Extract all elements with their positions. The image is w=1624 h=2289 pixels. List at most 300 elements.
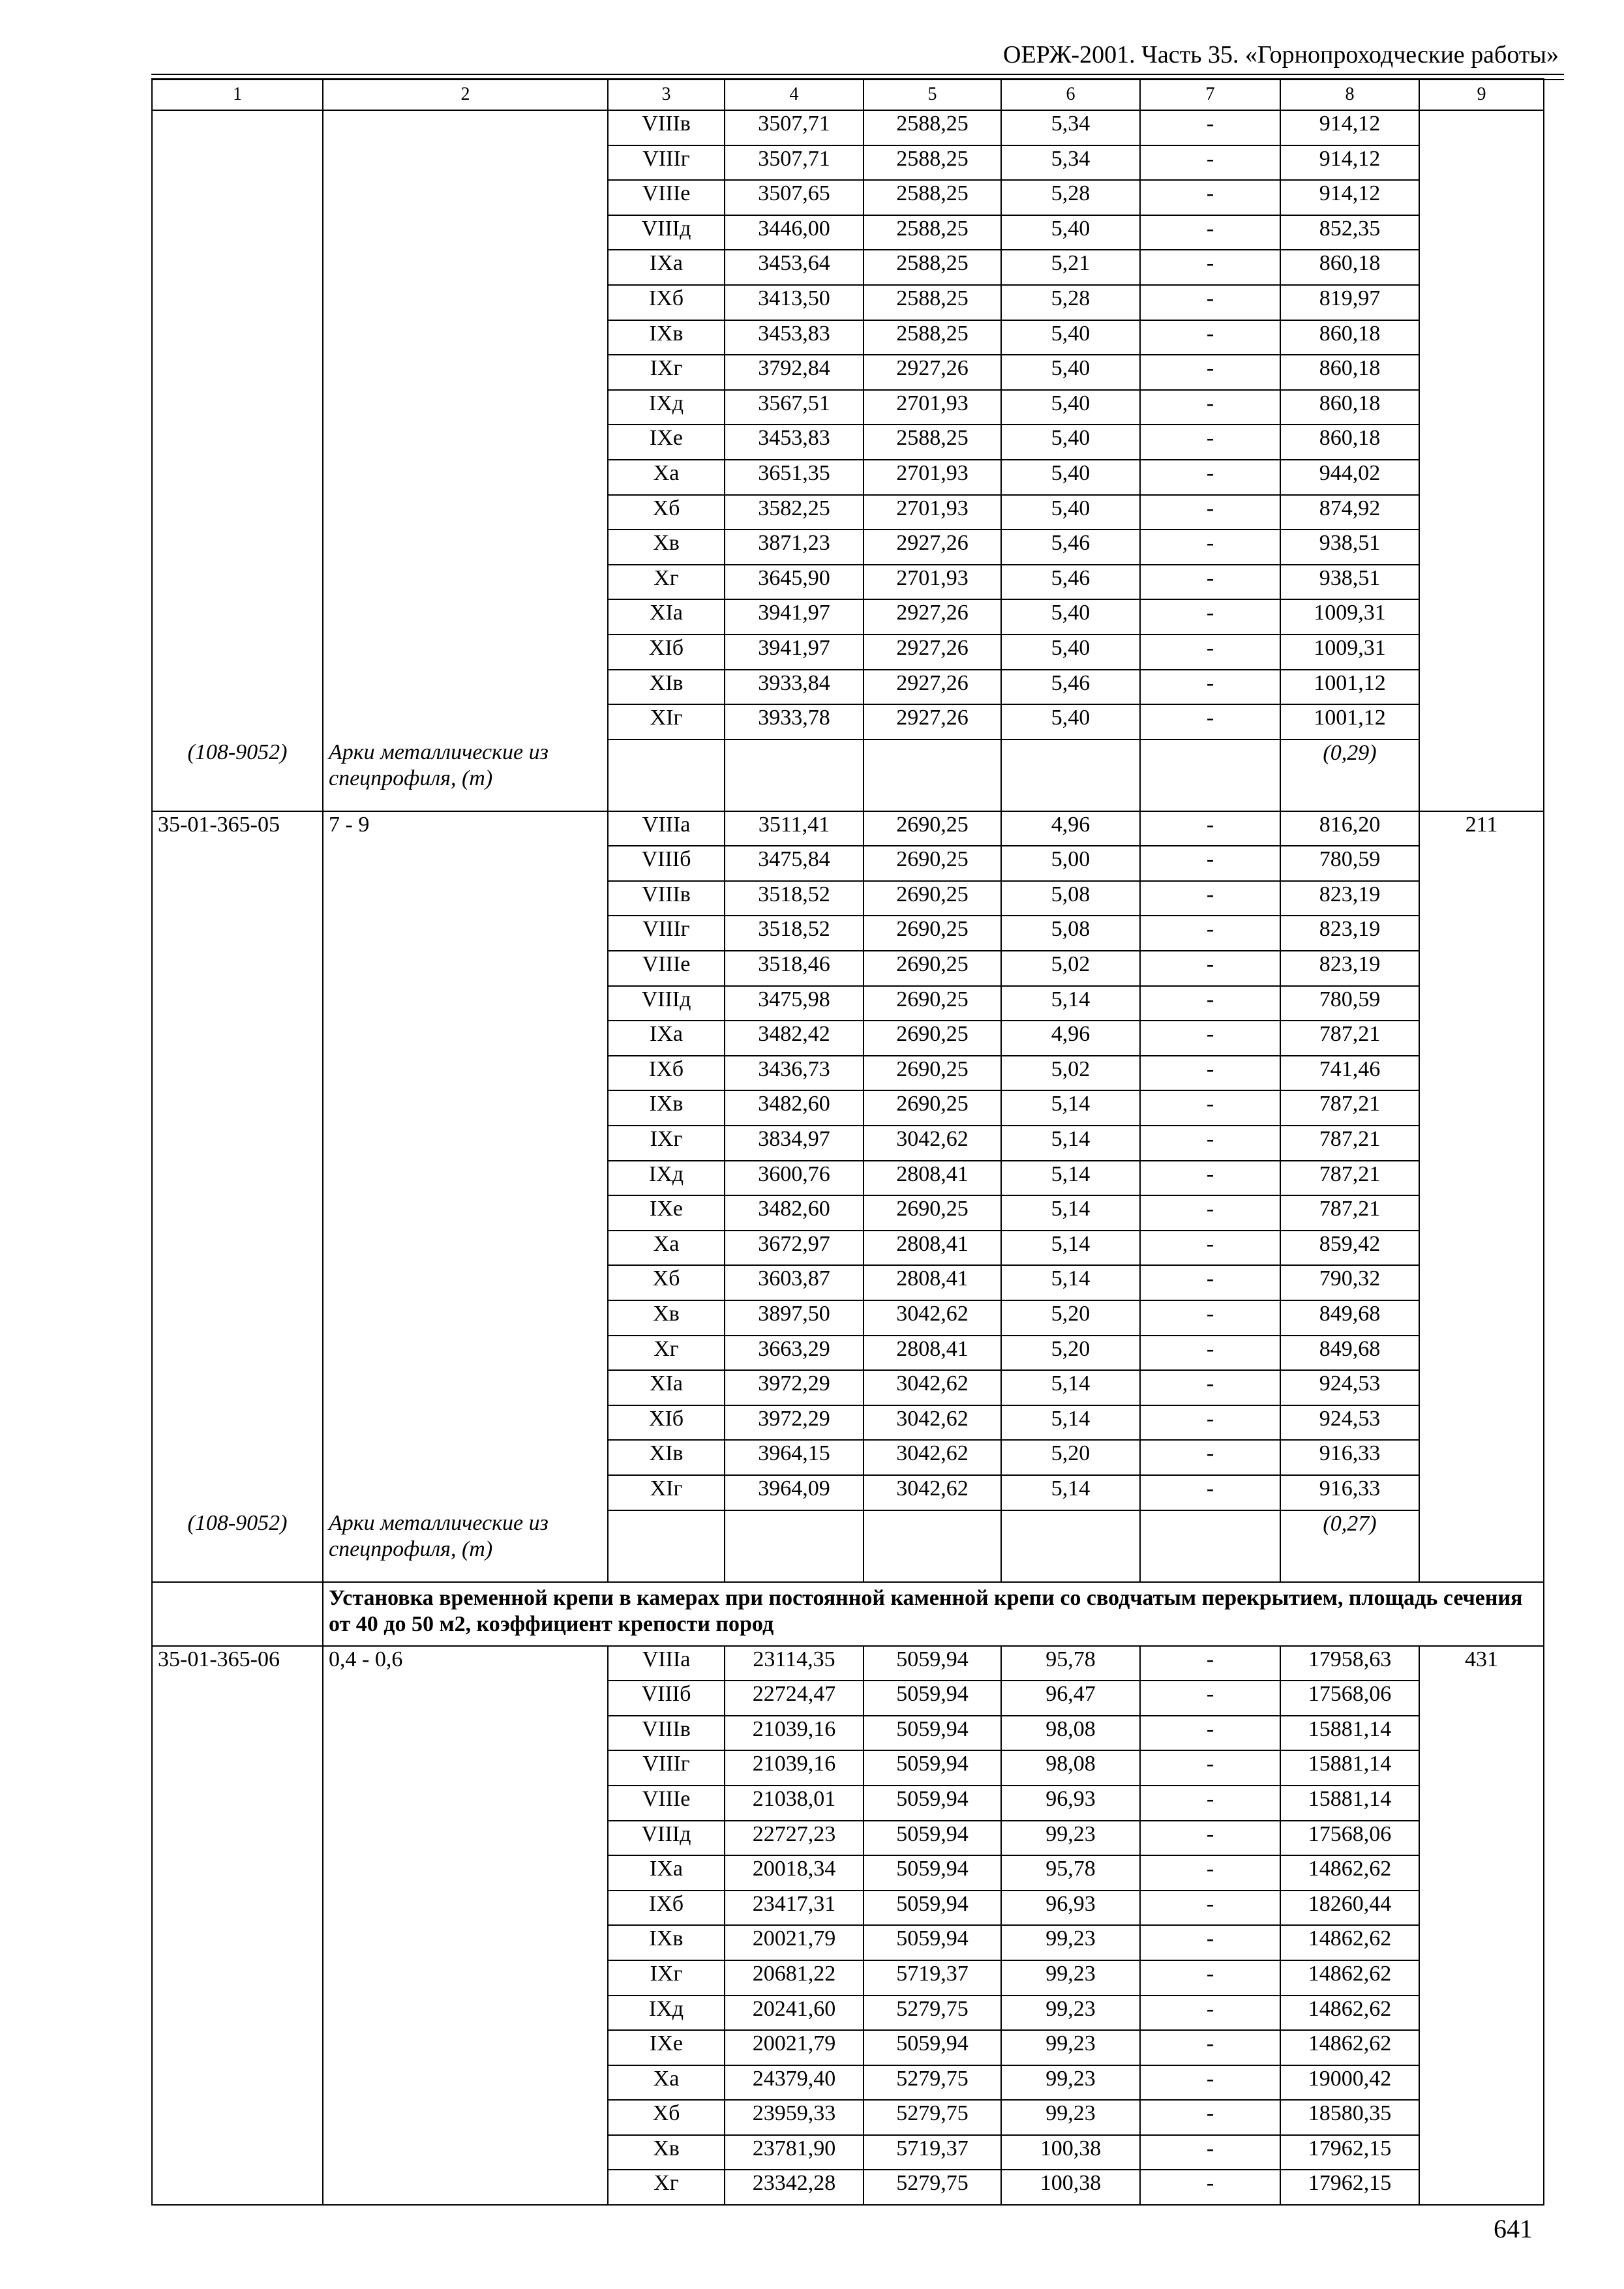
machines-cell: 5,14 (1001, 1265, 1140, 1300)
parameter-cell (323, 180, 608, 215)
rate-code-cell (152, 1370, 323, 1405)
parameter-cell (323, 1231, 608, 1266)
table-row (152, 1750, 1544, 1786)
wages-cell: 2588,25 (864, 320, 1001, 355)
wages-cell: 5279,75 (864, 2100, 1001, 2135)
total-cost-cell: 23342,28 (725, 2170, 864, 2205)
table-row (152, 2100, 1544, 2135)
wages-cell: 2690,25 (864, 811, 1001, 846)
total-cost-cell: 3507,71 (725, 110, 864, 145)
parameter-cell (323, 1265, 608, 1300)
labor-cell (1419, 1960, 1544, 1996)
total-cost-cell: 3933,78 (725, 704, 864, 740)
labor-cell (1419, 1996, 1544, 2031)
group-cell: VIIIд (608, 986, 725, 1021)
parameter-cell (323, 1405, 608, 1441)
parameter-cell (323, 145, 608, 181)
labor-cell (1419, 425, 1544, 460)
parameter-cell (323, 565, 608, 600)
rate-code-cell (152, 565, 323, 600)
wages-cell: 5059,94 (864, 1786, 1001, 1821)
group-cell: IXг (608, 1960, 725, 1996)
parameter-cell (323, 1440, 608, 1475)
table-row (152, 495, 1544, 530)
drivers-wages-cell: - (1140, 1231, 1280, 1266)
group-cell: Xв (608, 530, 725, 565)
material-name-cell: Арки металлические из спецпрофиля, (т) (323, 740, 608, 811)
table-row (152, 1090, 1544, 1126)
materials-cell: 860,18 (1280, 320, 1419, 355)
wages-cell: 2927,26 (864, 704, 1001, 740)
column-number-row (152, 79, 1544, 110)
total-cost-cell: 3475,98 (725, 986, 864, 1021)
machines-cell: 5,14 (1001, 1405, 1140, 1441)
table-row (152, 1960, 1544, 1996)
empty-cell (1140, 740, 1280, 811)
labor-cell (1419, 390, 1544, 425)
table-row (152, 1786, 1544, 1821)
machines-cell: 5,02 (1001, 951, 1140, 986)
wages-cell: 5279,75 (864, 2065, 1001, 2101)
table-row (152, 881, 1544, 916)
drivers-wages-cell: - (1140, 320, 1280, 355)
table-row (152, 704, 1544, 740)
rate-code-cell (152, 1300, 323, 1336)
labor-cell (1419, 846, 1544, 881)
drivers-wages-cell: - (1140, 460, 1280, 495)
table-row (152, 599, 1544, 635)
labor-cell (1419, 1161, 1544, 1196)
parameter-cell: 7 - 9 (323, 811, 608, 846)
rate-code-cell (152, 881, 323, 916)
empty-cell (864, 740, 1001, 811)
group-cell: XIв (608, 1440, 725, 1475)
drivers-wages-cell: - (1140, 1336, 1280, 1371)
column-number: 5 (864, 79, 1001, 110)
total-cost-cell: 21039,16 (725, 1716, 864, 1751)
rate-code-cell (152, 635, 323, 670)
machines-cell: 99,23 (1001, 1996, 1140, 2031)
wages-cell: 2690,25 (864, 986, 1001, 1021)
materials-cell: 741,46 (1280, 1056, 1419, 1091)
group-cell: VIIIе (608, 180, 725, 215)
machines-cell: 5,40 (1001, 599, 1140, 635)
drivers-wages-cell: - (1140, 670, 1280, 705)
material-row (152, 740, 1544, 811)
machines-cell: 5,20 (1001, 1440, 1140, 1475)
group-cell: Xб (608, 495, 725, 530)
materials-cell: 860,18 (1280, 390, 1419, 425)
machines-cell: 5,46 (1001, 565, 1140, 600)
rate-code-cell (152, 1336, 323, 1371)
labor-cell (1419, 1716, 1544, 1751)
machines-cell: 99,23 (1001, 2030, 1140, 2065)
materials-cell: 1001,12 (1280, 670, 1419, 705)
total-cost-cell: 20021,79 (725, 1925, 864, 1960)
total-cost-cell: 20241,60 (725, 1996, 864, 2031)
table-row (152, 1161, 1544, 1196)
table-row (152, 285, 1544, 320)
rate-code-cell (152, 1475, 323, 1510)
wages-cell: 2588,25 (864, 285, 1001, 320)
table-row (152, 1925, 1544, 1960)
parameter-cell (323, 215, 608, 250)
labor-cell (1419, 1370, 1544, 1405)
rate-code-cell (152, 599, 323, 635)
wages-cell: 5279,75 (864, 1996, 1001, 2031)
drivers-wages-cell: - (1140, 495, 1280, 530)
group-cell: Xг (608, 2170, 725, 2205)
parameter-cell (323, 1126, 608, 1161)
parameter-cell (323, 599, 608, 635)
table-row (152, 1021, 1544, 1056)
materials-cell: 787,21 (1280, 1021, 1419, 1056)
wages-cell: 5059,94 (864, 1821, 1001, 1856)
drivers-wages-cell: - (1140, 1090, 1280, 1126)
total-cost-cell: 3475,84 (725, 846, 864, 881)
materials-cell: 916,33 (1280, 1475, 1419, 1510)
rate-code-cell (152, 1440, 323, 1475)
total-cost-cell: 3453,83 (725, 425, 864, 460)
labor-cell (1419, 951, 1544, 986)
labor-cell (1419, 1925, 1544, 1960)
machines-cell: 5,14 (1001, 1161, 1140, 1196)
column-number: 3 (608, 79, 725, 110)
total-cost-cell: 3482,42 (725, 1021, 864, 1056)
rate-code-cell (152, 1855, 323, 1891)
parameter-cell (323, 986, 608, 1021)
total-cost-cell: 23114,35 (725, 1646, 864, 1681)
total-cost-cell: 3941,97 (725, 599, 864, 635)
empty-cell (864, 1510, 1001, 1582)
drivers-wages-cell: - (1140, 1646, 1280, 1681)
group-cell: IXа (608, 1855, 725, 1891)
materials-cell: 823,19 (1280, 881, 1419, 916)
drivers-wages-cell: - (1140, 951, 1280, 986)
empty-cell (1001, 1510, 1140, 1582)
group-cell: IXв (608, 1925, 725, 1960)
parameter-cell (323, 2100, 608, 2135)
table-row (152, 1855, 1544, 1891)
machines-cell: 95,78 (1001, 1855, 1140, 1891)
total-cost-cell: 3834,97 (725, 1126, 864, 1161)
rate-code-cell (152, 110, 323, 145)
wages-cell: 5719,37 (864, 2135, 1001, 2170)
wages-cell: 5279,75 (864, 2170, 1001, 2205)
labor-cell (1419, 2065, 1544, 2101)
group-cell: VIIIб (608, 846, 725, 881)
group-cell: VIIIд (608, 215, 725, 250)
total-cost-cell: 23417,31 (725, 1891, 864, 1926)
total-cost-cell: 3511,41 (725, 811, 864, 846)
labor-cell (1419, 355, 1544, 390)
parameter-cell: 0,4 - 0,6 (323, 1646, 608, 1681)
table-row (152, 180, 1544, 215)
rate-code-cell (152, 1996, 323, 2031)
group-cell: IXд (608, 1161, 725, 1196)
materials-cell: 14862,62 (1280, 1925, 1419, 1960)
drivers-wages-cell: - (1140, 986, 1280, 1021)
parameter-cell (323, 951, 608, 986)
table-row (152, 2170, 1544, 2205)
table-row (152, 1996, 1544, 2031)
materials-cell: 17958,63 (1280, 1646, 1419, 1681)
drivers-wages-cell: - (1140, 285, 1280, 320)
materials-cell: 849,68 (1280, 1300, 1419, 1336)
group-cell: Xа (608, 460, 725, 495)
wages-cell: 5059,94 (864, 1681, 1001, 1716)
total-cost-cell: 3482,60 (725, 1195, 864, 1231)
total-cost-cell: 3446,00 (725, 215, 864, 250)
wages-cell: 2690,25 (864, 881, 1001, 916)
total-cost-cell: 3436,73 (725, 1056, 864, 1091)
total-cost-cell: 3518,52 (725, 881, 864, 916)
labor-cell (1419, 145, 1544, 181)
table-row (152, 530, 1544, 565)
rate-code-cell (152, 2030, 323, 2065)
group-cell: VIIIе (608, 951, 725, 986)
wages-cell: 2927,26 (864, 530, 1001, 565)
group-cell: IXб (608, 285, 725, 320)
group-cell: IXд (608, 1996, 725, 2031)
drivers-wages-cell: - (1140, 1925, 1280, 1960)
wages-cell: 2701,93 (864, 390, 1001, 425)
total-cost-cell: 3964,15 (725, 1440, 864, 1475)
table-row (152, 1336, 1544, 1371)
rate-code-cell (152, 1891, 323, 1926)
column-number: 1 (152, 79, 323, 110)
empty-cell (725, 1510, 864, 1582)
rate-code-cell (152, 530, 323, 565)
empty-cell (608, 740, 725, 811)
labor-cell (1419, 1336, 1544, 1371)
rate-code-cell (152, 285, 323, 320)
parameter-cell (323, 1161, 608, 1196)
rate-code-cell (152, 1021, 323, 1056)
machines-cell: 4,96 (1001, 1021, 1140, 1056)
parameter-cell (323, 2170, 608, 2205)
drivers-wages-cell: - (1140, 704, 1280, 740)
parameter-cell (323, 1996, 608, 2031)
labor-cell (1419, 2135, 1544, 2170)
total-cost-cell: 3972,29 (725, 1370, 864, 1405)
parameter-cell (323, 390, 608, 425)
rate-code-cell (152, 355, 323, 390)
labor-cell (1419, 530, 1544, 565)
total-cost-cell: 3453,64 (725, 250, 864, 285)
rate-code-cell (152, 2065, 323, 2101)
parameter-cell (323, 1300, 608, 1336)
rate-code-cell (152, 1681, 323, 1716)
labor-cell (1419, 2030, 1544, 2065)
total-cost-cell: 3897,50 (725, 1300, 864, 1336)
rate-code-cell (152, 846, 323, 881)
drivers-wages-cell: - (1140, 2065, 1280, 2101)
materials-cell: 18260,44 (1280, 1891, 1419, 1926)
table-row (152, 1056, 1544, 1091)
table-row (152, 250, 1544, 285)
wages-cell: 2690,25 (864, 1090, 1001, 1126)
table-row (152, 565, 1544, 600)
rate-code-cell (152, 215, 323, 250)
table-row (152, 670, 1544, 705)
labor-cell (1419, 285, 1544, 320)
empty-cell (608, 1510, 725, 1582)
total-cost-cell: 21038,01 (725, 1786, 864, 1821)
table-row (152, 846, 1544, 881)
wages-cell: 3042,62 (864, 1405, 1001, 1441)
wages-cell: 2690,25 (864, 916, 1001, 951)
machines-cell: 5,00 (1001, 846, 1140, 881)
empty-cell (152, 1582, 323, 1646)
machines-cell: 5,28 (1001, 285, 1140, 320)
machines-cell: 5,34 (1001, 110, 1140, 145)
wages-cell: 2690,25 (864, 1195, 1001, 1231)
group-cell: IXе (608, 425, 725, 460)
total-cost-cell: 3567,51 (725, 390, 864, 425)
table-row (152, 2030, 1544, 2065)
drivers-wages-cell: - (1140, 145, 1280, 181)
labor-cell (1419, 460, 1544, 495)
table-row (152, 1475, 1544, 1510)
wages-cell: 2588,25 (864, 110, 1001, 145)
group-cell: VIIIа (608, 811, 725, 846)
drivers-wages-cell: - (1140, 110, 1280, 145)
materials-cell: 1009,31 (1280, 635, 1419, 670)
rate-code-cell (152, 1821, 323, 1856)
drivers-wages-cell: - (1140, 215, 1280, 250)
wages-cell: 2927,26 (864, 670, 1001, 705)
parameter-cell (323, 1056, 608, 1091)
materials-cell: 860,18 (1280, 425, 1419, 460)
parameter-cell (323, 846, 608, 881)
labor-cell (1419, 1126, 1544, 1161)
labor-cell (1419, 1786, 1544, 1821)
group-cell: IXг (608, 1126, 725, 1161)
materials-cell: 17568,06 (1280, 1681, 1419, 1716)
rate-code-cell (152, 2170, 323, 2205)
rate-code-cell: 35-01-365-05 (152, 811, 323, 846)
group-cell: Xа (608, 2065, 725, 2101)
machines-cell: 5,14 (1001, 1231, 1140, 1266)
wages-cell: 2690,25 (864, 951, 1001, 986)
wages-cell: 5059,94 (864, 1716, 1001, 1751)
table-row (152, 1716, 1544, 1751)
materials-cell: 1001,12 (1280, 704, 1419, 740)
column-number: 4 (725, 79, 864, 110)
column-number: 8 (1280, 79, 1419, 110)
labor-cell (1419, 1891, 1544, 1926)
table-row (152, 215, 1544, 250)
total-cost-cell: 3482,60 (725, 1090, 864, 1126)
table-row (152, 320, 1544, 355)
wages-cell: 5059,94 (864, 2030, 1001, 2065)
materials-cell: 819,97 (1280, 285, 1419, 320)
total-cost-cell: 22724,47 (725, 1681, 864, 1716)
total-cost-cell: 3941,97 (725, 635, 864, 670)
parameter-cell (323, 285, 608, 320)
rate-code-cell (152, 250, 323, 285)
machines-cell: 5,08 (1001, 881, 1140, 916)
drivers-wages-cell: - (1140, 916, 1280, 951)
group-cell: VIIIд (608, 1821, 725, 1856)
parameter-cell (323, 2065, 608, 2101)
total-cost-cell: 3972,29 (725, 1405, 864, 1441)
materials-cell: 15881,14 (1280, 1786, 1419, 1821)
materials-cell: 14862,62 (1280, 1996, 1419, 2031)
parameter-cell (323, 250, 608, 285)
drivers-wages-cell: - (1140, 1891, 1280, 1926)
machines-cell: 5,40 (1001, 320, 1140, 355)
labor-cell (1419, 1090, 1544, 1126)
table-body (152, 110, 1544, 2205)
wages-cell: 2701,93 (864, 495, 1001, 530)
group-cell: IXв (608, 1090, 725, 1126)
empty-cell (1140, 1510, 1280, 1582)
drivers-wages-cell: - (1140, 2030, 1280, 2065)
labor-cell (1419, 916, 1544, 951)
group-cell: XIа (608, 1370, 725, 1405)
materials-cell: 15881,14 (1280, 1750, 1419, 1786)
machines-cell: 4,96 (1001, 811, 1140, 846)
materials-cell: 816,20 (1280, 811, 1419, 846)
group-cell: VIIIб (608, 1681, 725, 1716)
wages-cell: 2808,41 (864, 1336, 1001, 1371)
drivers-wages-cell: - (1140, 1750, 1280, 1786)
drivers-wages-cell: - (1140, 846, 1280, 881)
machines-cell: 99,23 (1001, 1821, 1140, 1856)
drivers-wages-cell: - (1140, 355, 1280, 390)
total-cost-cell: 20021,79 (725, 2030, 864, 2065)
empty-cell (1419, 740, 1544, 811)
drivers-wages-cell: - (1140, 1126, 1280, 1161)
labor-cell: 211 (1419, 811, 1544, 846)
rate-code-cell (152, 425, 323, 460)
machines-cell: 5,40 (1001, 390, 1140, 425)
materials-cell: 914,12 (1280, 145, 1419, 181)
rate-code-cell (152, 1750, 323, 1786)
rate-code-cell (152, 145, 323, 181)
materials-cell: 823,19 (1280, 951, 1419, 986)
wages-cell: 2927,26 (864, 599, 1001, 635)
group-cell: XIг (608, 1475, 725, 1510)
labor-cell (1419, 1681, 1544, 1716)
materials-cell: 787,21 (1280, 1195, 1419, 1231)
group-cell: VIIIе (608, 1786, 725, 1821)
rate-code-cell (152, 460, 323, 495)
total-cost-cell: 3603,87 (725, 1265, 864, 1300)
total-cost-cell: 23959,33 (725, 2100, 864, 2135)
machines-cell: 99,23 (1001, 1960, 1140, 1996)
parameter-cell (323, 1336, 608, 1371)
rate-code-cell (152, 1786, 323, 1821)
group-cell: VIIIа (608, 1646, 725, 1681)
table-row (152, 110, 1544, 145)
rate-code-cell (152, 1056, 323, 1091)
machines-cell: 98,08 (1001, 1716, 1140, 1751)
table-row (152, 2065, 1544, 2101)
parameter-cell (323, 320, 608, 355)
materials-cell: 14862,62 (1280, 2030, 1419, 2065)
machines-cell: 5,28 (1001, 180, 1140, 215)
materials-cell: 859,42 (1280, 1231, 1419, 1266)
labor-cell (1419, 2100, 1544, 2135)
table-row (152, 1405, 1544, 1441)
group-cell: XIб (608, 635, 725, 670)
labor-cell (1419, 635, 1544, 670)
materials-cell: 18580,35 (1280, 2100, 1419, 2135)
materials-cell: 14862,62 (1280, 1855, 1419, 1891)
